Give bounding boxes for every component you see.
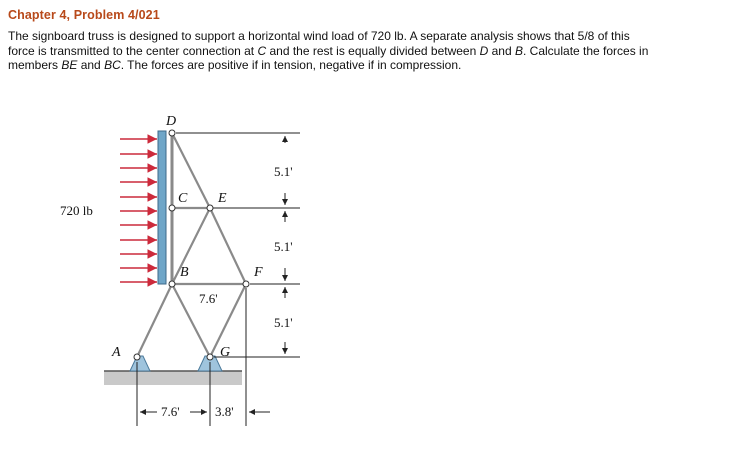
dim-vertical-1: 5.1' — [274, 164, 293, 179]
problem-line-3: members BE and BC. The forces are positive if in tension, negative if in compression. — [8, 58, 462, 72]
dim-bottom-2: 3.8' — [215, 404, 234, 419]
problem-title: Chapter 4, Problem 4/021 — [8, 8, 160, 22]
label-g: G — [220, 345, 231, 360]
sign-board — [158, 131, 166, 284]
joint-e — [207, 205, 213, 211]
label-e: E — [218, 191, 227, 206]
label-a: A — [112, 345, 121, 360]
member-ab — [137, 284, 172, 357]
dim-bottom-1: 7.6' — [161, 404, 180, 419]
load-label: 720 lb — [60, 203, 93, 218]
dim-vertical-3: 5.1' — [274, 315, 293, 330]
problem-line-2: force is transmitted to the center connection at C and the rest is equally divided between D and B. Calculate the forces in — [8, 43, 649, 58]
ground — [104, 371, 242, 385]
joint-g — [207, 354, 213, 360]
joint-d — [169, 130, 175, 136]
label-c: C — [178, 191, 188, 206]
dim-vertical-2: 5.1' — [274, 239, 293, 254]
joint-c — [169, 205, 175, 211]
dim-bf: 7.6' — [199, 291, 218, 306]
label-b: B — [180, 265, 189, 280]
problem-line-1: The signboard truss is designed to support a horizontal wind load of 720 lb. A separate analysis shows that 5/8 of this — [8, 29, 630, 43]
joint-b — [169, 281, 175, 287]
wind-load-arrows — [120, 139, 157, 282]
member-be — [172, 208, 210, 284]
label-f: F — [254, 265, 263, 280]
joint-f — [243, 281, 249, 287]
label-d: D — [166, 114, 177, 129]
joint-a — [134, 354, 140, 360]
truss-members — [137, 133, 246, 357]
member-ef — [210, 208, 246, 284]
